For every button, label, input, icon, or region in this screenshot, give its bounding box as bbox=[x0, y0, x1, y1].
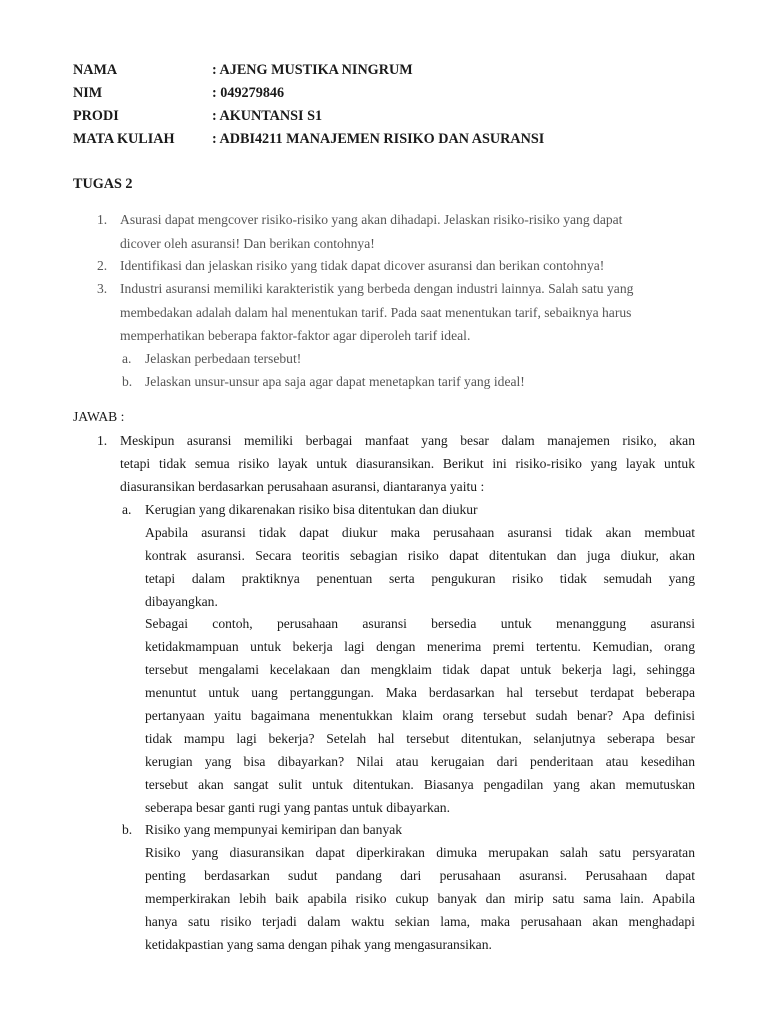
answer-text: pertanyaan yaitu bagaimana menentukkan klaim orang tersebut sudah benar? Apa definisi bbox=[145, 708, 695, 723]
answer-text: ketidakpastian yang sama dengan pihak yang mengasuransikan. bbox=[145, 937, 492, 952]
answer-subtitle: Kerugian yang dikarenakan risiko bisa ditentukan dan diukur bbox=[145, 502, 478, 517]
answer-text: hanya satu risiko terjadi dalam waktu sekian lama, maka perusahaan akan menghadapi bbox=[145, 914, 695, 929]
header-value: : ADBI4211 MANAJEMEN RISIKO DAN ASURANSI bbox=[212, 131, 545, 147]
answer-text: Apabila asuransi tidak dapat diukur maka perusahaan asuransi tidak akan membuat bbox=[145, 525, 695, 540]
question-text: Jelaskan perbedaan tersebut! bbox=[145, 351, 302, 366]
answer-text: penting berdasarkan sudut pandang dari perusahaan asuransi. Perusahaan dapat bbox=[145, 868, 695, 883]
question-letter: b. bbox=[122, 374, 133, 389]
answer-subtitle: Risiko yang mempunyai kemiripan dan banyak bbox=[145, 822, 403, 837]
answer-text: kerugian yang bisa dibayarkan? Nilai atau kerugaian dari penderitaan atau kesedihan bbox=[145, 754, 695, 769]
header-label: MATA KULIAH bbox=[73, 131, 175, 147]
question-1-cont: dicover oleh asuransi! Dan berikan contohnya! bbox=[120, 236, 375, 251]
answer-text: Sebagai contoh, perusahaan asuransi bersedia untuk menanggung asuransi bbox=[145, 616, 695, 631]
answer-text: kontrak asuransi. Secara teoritis sebagian risiko dapat ditentukan dan juga diukur, akan bbox=[145, 548, 695, 563]
question-text: Asurasi dapat mengcover risiko-risiko yang akan dihadapi. Jelaskan risiko-risiko yang dapat bbox=[120, 212, 623, 227]
answer-text: Meskipun asuransi memiliki berbagai manfaat yang besar dalam manajemen risiko, akan bbox=[120, 433, 695, 448]
question-number: 3. bbox=[97, 281, 108, 296]
answer-text: tidak mampu lagi bekerja? Setelah hal tersebut ditentukan, selanjutnya seberapa besar bbox=[145, 731, 695, 746]
answer-letter: b. bbox=[122, 822, 133, 837]
question-letter: a. bbox=[122, 351, 132, 366]
question-text: Identifikasi dan jelaskan risiko yang tidak dapat dicover asuransi dan berikan contohnya! bbox=[120, 258, 605, 273]
header-value: : AJENG MUSTIKA NINGRUM bbox=[212, 62, 413, 78]
header-label: NAMA bbox=[73, 62, 118, 78]
answer-text: seberapa besar ganti rugi yang pantas untuk dibayarkan. bbox=[145, 800, 450, 815]
header-label: NIM bbox=[73, 85, 103, 101]
header-value: : AKUNTANSI S1 bbox=[212, 108, 323, 124]
tugas-title: TUGAS 2 bbox=[73, 176, 133, 192]
answer-text: tersebut mengalami kecelakaan dan mengklaim tidak dapat untuk bekerja lagi, sehingga bbox=[145, 662, 695, 677]
answer-text: menuntut untuk uang pertanggungan. Maka berdasarkan hal tersebut terdapat beberapa bbox=[145, 685, 695, 700]
answer-text: ketidakmampuan untuk bekerja lagi dengan menerima premi tertentu. Kemudian, orang bbox=[145, 639, 695, 654]
question-3-cont: memperhatikan beberapa faktor-faktor agar diperoleh tarif ideal. bbox=[120, 328, 471, 343]
answer-text: diasuransikan berdasarkan perusahaan asuransi, diantaranya yaitu : bbox=[120, 479, 485, 494]
question-text: Jelaskan unsur-unsur apa saja agar dapat menetapkan tarif yang ideal! bbox=[145, 374, 525, 389]
answer-number: 1. bbox=[97, 433, 108, 448]
answer-text: dibayangkan. bbox=[145, 594, 218, 609]
question-number: 1. bbox=[97, 212, 108, 227]
answer-text: tetapi tidak semua risiko layak untuk diasuransikan. Berikut ini risiko-risiko yang layak untuk bbox=[120, 456, 695, 471]
answer-text: tetapi dalam praktiknya penentuan serta pengukuran risiko tidak semudah yang bbox=[145, 571, 695, 586]
header-value: : 049279846 bbox=[212, 85, 285, 101]
header-label: PRODI bbox=[73, 108, 119, 124]
question-text: Industri asuransi memiliki karakteristik yang berbeda dengan industri lainnya. Salah satu yang bbox=[120, 281, 634, 296]
answer-text: memperkirakan lebih baik apabila risiko cukup banyak dan mirip satu sama lain. Apabila bbox=[145, 891, 695, 906]
answer-text: Risiko yang diasuransikan dapat diperkirakan dimuka merupakan salah satu persyaratan bbox=[145, 845, 695, 860]
question-3-cont: membedakan adalah dalam hal menentukan tarif. Pada saat menentukan tarif, sebaiknya harus bbox=[120, 305, 632, 320]
answer-text: tersebut akan sangat sulit untuk ditentukan. Biasanya pengadilan yang akan memutuskan bbox=[145, 777, 695, 792]
question-number: 2. bbox=[97, 258, 108, 273]
jawab-title: JAWAB : bbox=[73, 409, 125, 424]
answer-letter: a. bbox=[122, 502, 132, 517]
